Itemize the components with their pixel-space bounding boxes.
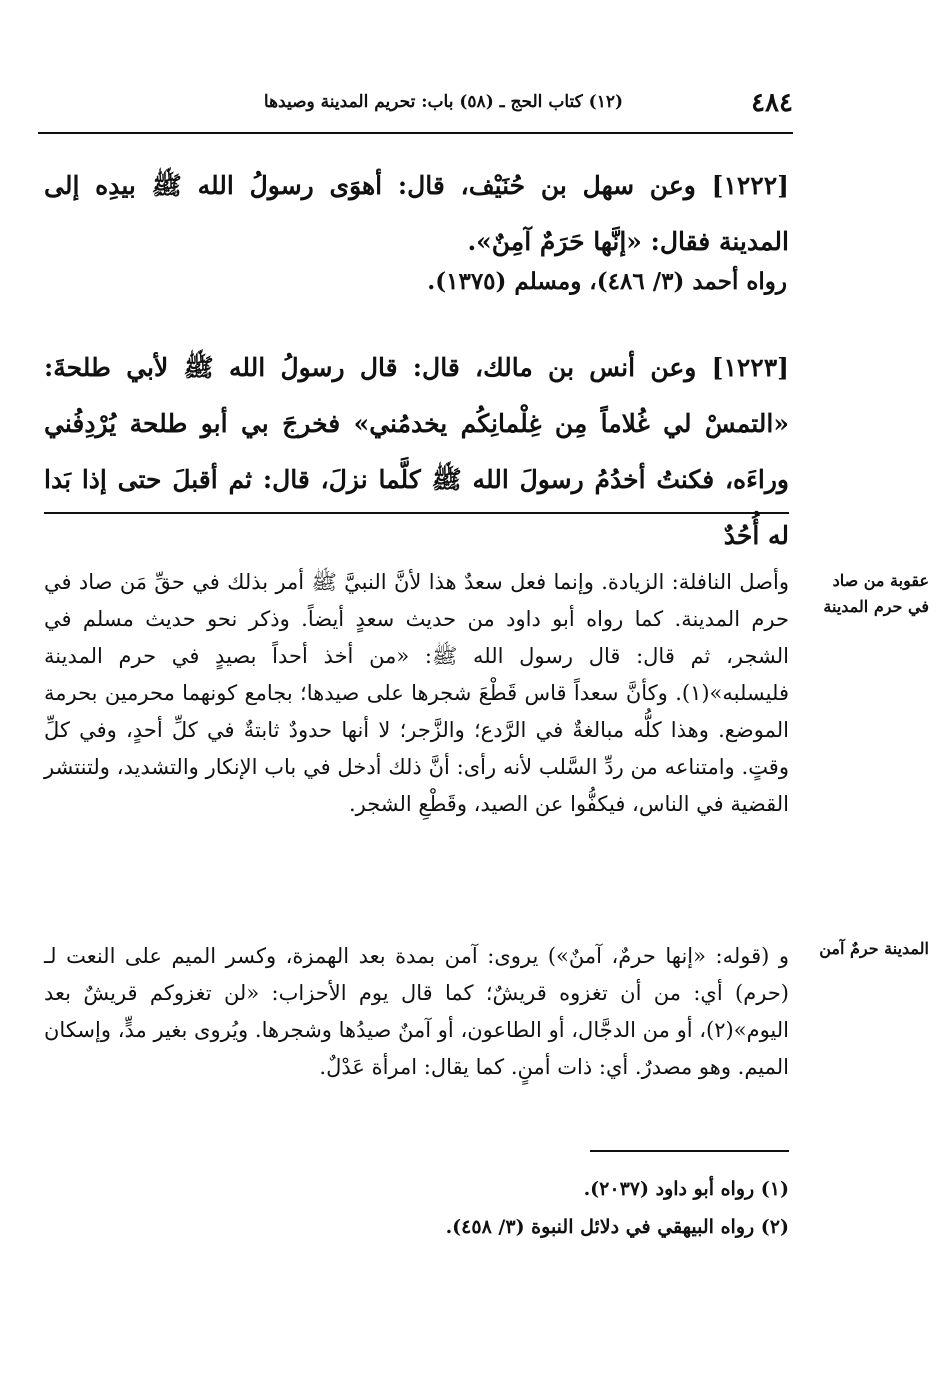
commentary-safe-haram: و (قوله: «إنها حرمٌ، آمنٌ») يروى: آمن بمدة بعد الهمزة، وكسر الميم على النعت لـ (حرم) أي: من أن تغزوه قريشٌ؛ كما قال يوم الأحزاب: «لن تغزوكم قريشٌ بعد اليوم»(٢)، أو من الدجَّال، أو الطاعون، أو آمنٌ صيدُها وشجرها. ويُروى بغير مدٍّ، وإسكان الميم. وهو مصدرٌ. أي: ذات أمنٍ. كما يقال: امرأة عَدْلٌ. — [44, 944, 789, 1079]
page-header — [38, 86, 793, 120]
footnote-2: (٢) رواه البيهقي في دلائل النبوة (٣/ ٤٥٨). — [445, 1216, 789, 1238]
hadith-1222-source: رواه أحمد (٣/ ٤٨٦)، ومسلم (١٣٧٥). — [427, 268, 787, 295]
commentary-punishment: وأصل النافلة: الزيادة. وإنما فعل سعدٌ هذا لأنَّ النبيَّ ﷺ أمر بذلك في حقِّ مَن صاد في حرم المدينة. كما رواه أبو داود من حديث سعدٍ أيضاً. وذكر نحو حديث مسلم في الشجر، ثم قال: قال رسول الله ﷺ: «من أخذ أحداً بصيدٍ في حرم المدينة فليسلبه»(١). وكأنَّ سعداً قاس قَطْعَ شجرها على صيدها؛ بجامع كونهما محرمين بحرمة الموضع. وهذا كلُّه مبالغةٌ في الرَّدع؛ والزَّجر؛ لا أنها حدودٌ ثابتةٌ في كلِّ أحدٍ، وفي كلِّ وقتٍ. وامتناعه من ردِّ السَّلب لأنه رأى: أنَّ ذلك أدخل في باب الإنكار والتشديد، ولتنتشر القضية في الناس، فيكفُّوا عن الصيد، وقَطْعِ الشجر. — [44, 570, 789, 816]
footnote-1: (١) رواه أبو داود (٢٠٣٧). — [583, 1178, 789, 1200]
section-divider — [44, 512, 789, 514]
side-heading-safe-haram: المدينة حرمٌ آمن — [819, 939, 929, 958]
page-number: ٤٨٤ — [751, 88, 793, 118]
side-heading-punishment: عقوبة من صاد في حرم المدينة — [823, 571, 929, 616]
running-title: (١٢) كتاب الحج ـ (٥٨) باب: تحريم المدينة وصيدها — [263, 92, 623, 112]
hadith-1222: [١٢٢٢] وعن سهل بن حُنَيْف، قال: أهوَى رسولُ الله ﷺ بيدِه إلى المدينة فقال: «إنَّها حَرَمٌ آمِنٌ». — [44, 171, 789, 256]
footnote-rule — [590, 1150, 789, 1152]
hadith-1223: [١٢٢٣] وعن أنس بن مالك، قال: قال رسولُ الله ﷺ لأبي طلحةَ: «التمسْ لي غُلاماً مِن غِلْمانِكُم يخدمُني» فخرجَ بي أبو طلحة يُرْدِفُني وراءَه، فكنتُ أخدُمُ رسولَ الله ﷺ كلَّما نزلَ، قال: ثم أقبلَ حتى إذا بَدا له أُحُدٌ — [44, 353, 789, 550]
header-rule — [38, 132, 793, 134]
